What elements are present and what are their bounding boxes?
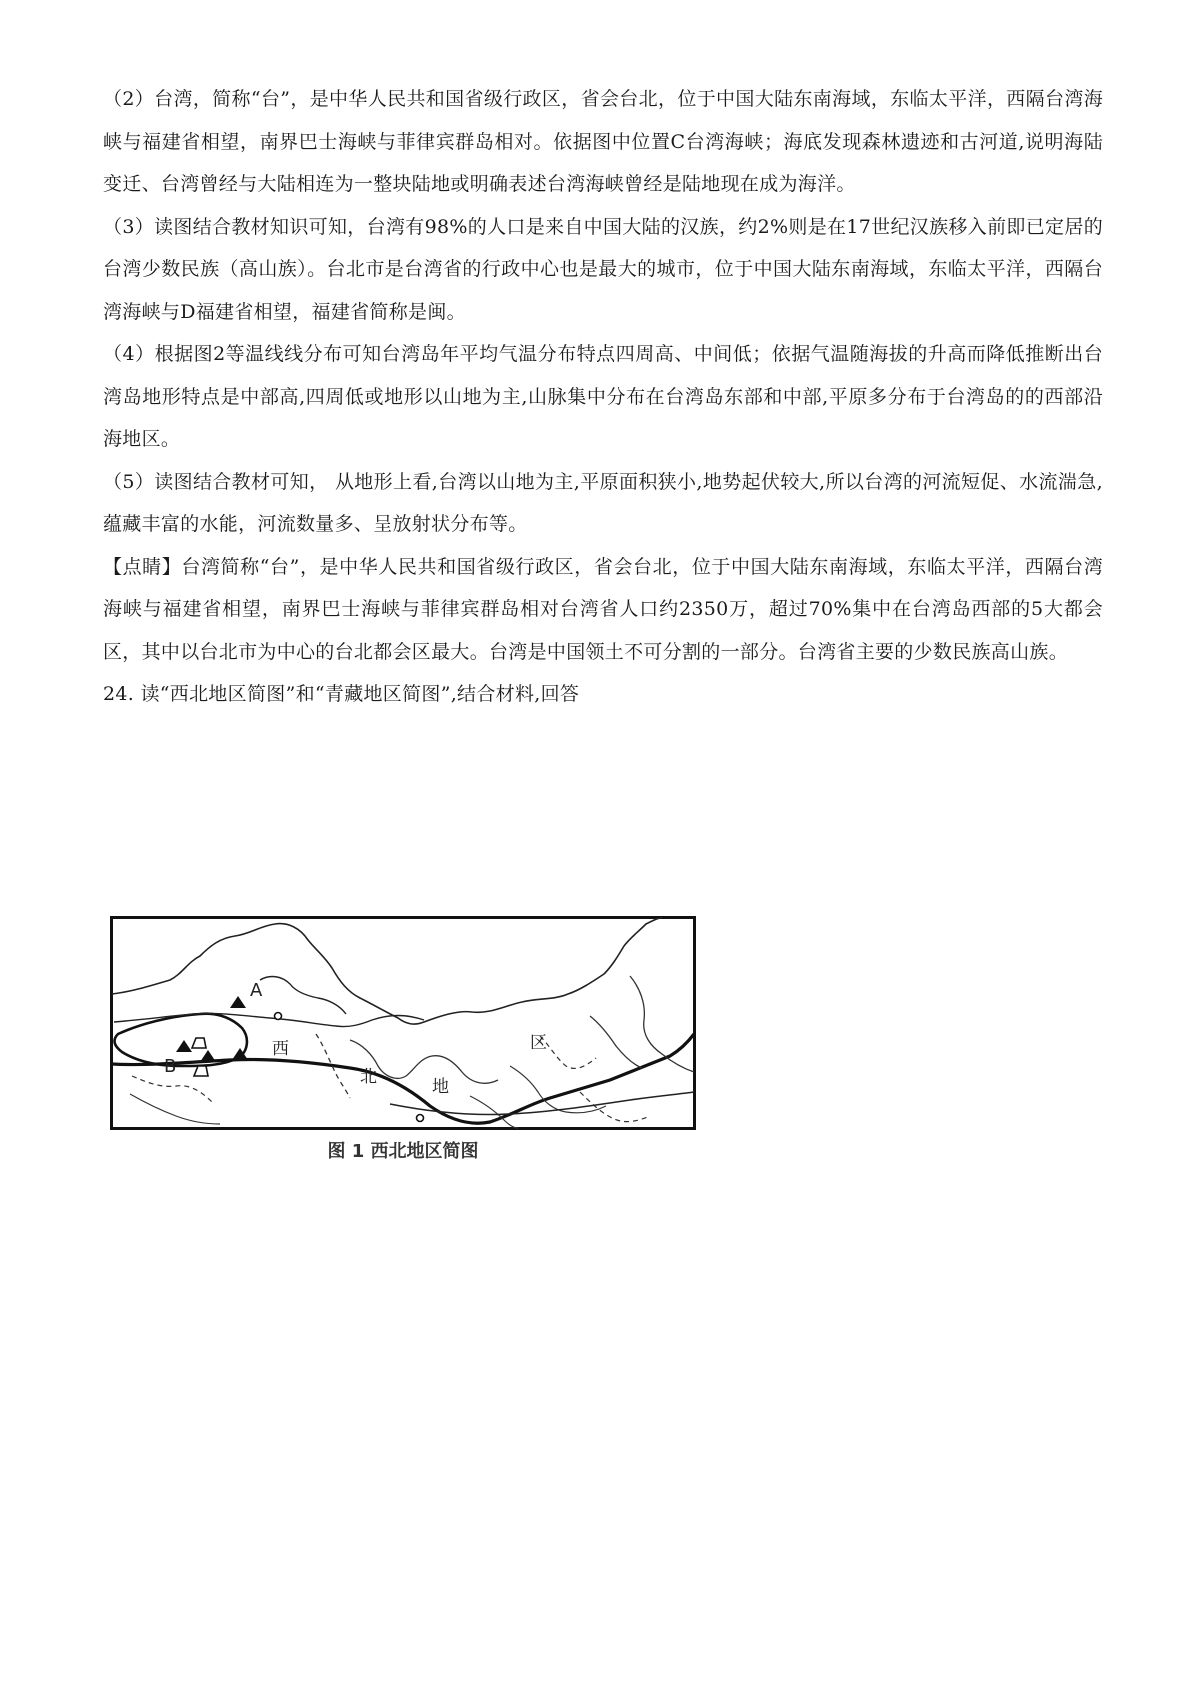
- city-icon: [275, 1013, 282, 1020]
- question-24: 24. 读“西北地区简图”和“青藏地区简图”,结合材料,回答: [103, 683, 580, 705]
- map-label-a: A: [250, 980, 263, 1001]
- map-label-b: B: [164, 1056, 177, 1077]
- map-frame: [112, 918, 695, 1129]
- map-label-bei: 北: [360, 1067, 377, 1087]
- document-body: [103, 78, 1103, 716]
- city-icon: [417, 1115, 424, 1122]
- map-label-xi: 西: [272, 1039, 289, 1059]
- figure-caption: 图 1 西北地区简图: [327, 1141, 479, 1162]
- map-label-di: 地: [432, 1077, 449, 1097]
- paragraph-comment: 【点睛】台湾简称“台”，是中华人民共和国省级行政区，省会台北，位于中国大陆东南海域，东临太平洋，西隔台湾海峡与福建省相望，南界巴士海峡与菲律宾群岛相对台湾省人口约2350万，超过70%集中在台湾岛西部的5大都会区，其中以台北市为中心的台北都会区最大。台湾是中国领土不可分割的一部分。台湾省主要的少数民族高山族。: [103, 555, 1103, 663]
- map-label-qu: 区: [530, 1033, 547, 1053]
- northwest-map: [110, 916, 696, 1130]
- northwest-map-figure: [110, 916, 700, 1172]
- paragraph-answer-4: （4）根据图2等温线线分布可知台湾岛年平均气温分布特点四周高、中间低；依据气温随海拔的升高而降低推断出台湾岛地形特点是中部高,四周低或地形以山地为主,山脉集中分布在台湾岛东部和中部,平原多分布于台湾岛的的西部沿海地区。: [103, 343, 1103, 450]
- paragraph-answer-5: （5）读图结合教材可知， 从地形上看,台湾以山地为主,平原面积狭小,地势起伏较大,所以台湾的河流短促、水流湍急,蕴藏丰富的水能，河流数量多、呈放射状分布等。: [103, 470, 1103, 535]
- paragraph-answer-2: （2）台湾，简称“台”，是中华人民共和国省级行政区，省会台北，位于中国大陆东南海域，东临太平洋，西隔台湾海峡与福建省相望，南界巴士海峡与菲律宾群岛相对。依据图中位置C台湾海峡；海底发现森林遗迹和古河道,说明海陆变迁、台湾曾经与大陆相连为一整块陆地或明确表述台湾海峡曾经是陆地现在成为海洋。: [103, 88, 1103, 195]
- paragraph-answer-3: （3）读图结合教材知识可知，台湾有98%的人口是来自中国大陆的汉族，约2%则是在17世纪汉族移入前即已定居的台湾少数民族（高山族）。台北市是台湾省的行政中心也是最大的城市，位于中国大陆东南海域，东临太平洋，西隔台湾海峡与D福建省相望，福建省简称是闽。: [103, 215, 1103, 323]
